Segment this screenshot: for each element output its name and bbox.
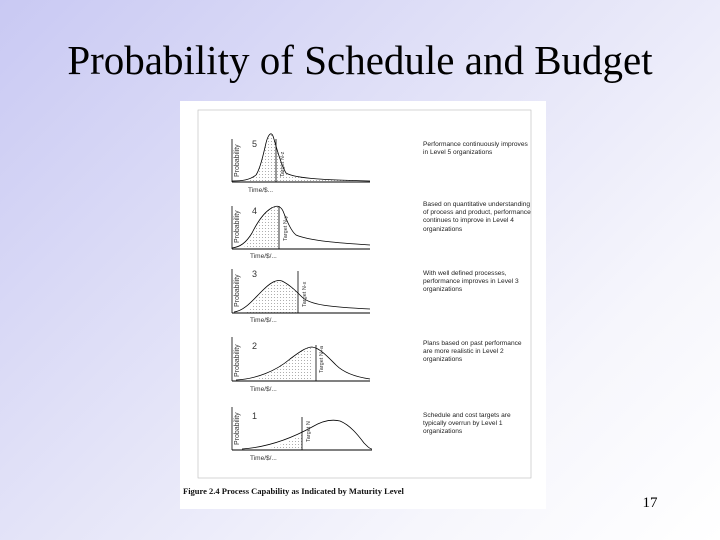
level-1-shaded-area — [264, 435, 302, 450]
level-4-shaded-area — [242, 205, 278, 249]
level-3-description: With well defined processes, performance improves in Level 3 organizations — [423, 270, 519, 294]
level-4-description: Based on quantitative understanding of process and product, performance continues to improve in Level 4 organizations — [423, 201, 531, 233]
figure-caption: Figure 2.4 Process Capability as Indicated by Maturity Level — [183, 486, 404, 496]
level-2-target-label: Target N+a — [319, 345, 325, 373]
maturity-figure — [180, 101, 546, 509]
level-3-y-label: Probability — [234, 274, 241, 307]
level-3-target-label: Target N-x — [302, 281, 308, 307]
page-number: 17 — [642, 495, 658, 511]
level-1-y-label: Probability — [234, 412, 241, 445]
level-2-y-label: Probability — [234, 344, 241, 377]
level-5-target-label: Target N-z — [280, 151, 286, 177]
level-3-number: 3 — [252, 269, 258, 279]
level-2-description: Plans based on past performance are more realistic in Level 2 organizations — [423, 340, 522, 364]
level-1-x-label: Time/$/... — [250, 455, 277, 462]
slide-title: Probability of Schedule and Budget — [67, 37, 653, 83]
level-2-number: 2 — [252, 341, 258, 351]
level-5-description: Performance continuously improves in Level 5 organizations — [423, 141, 528, 157]
level-5-y-label: Probability — [234, 144, 241, 177]
level-2-x-label: Time/$/... — [250, 386, 277, 393]
level-1-number: 1 — [252, 411, 258, 421]
level-1-target-label: Target N — [306, 421, 312, 442]
level-3-shaded-area — [246, 281, 298, 313]
level-5-x-label: Time/$... — [248, 187, 274, 194]
level-1-description: Schedule and cost targets are typically overrun by Level 1 organizations — [423, 412, 511, 436]
level-4-y-label: Probability — [234, 210, 241, 243]
level-3-x-label: Time/$/... — [250, 317, 277, 324]
level-4-x-label: Time/$/... — [250, 253, 277, 260]
level-4-target-label: Target N-y — [283, 215, 289, 241]
level-4-number: 4 — [252, 206, 258, 216]
level-2-shaded-area — [252, 347, 311, 381]
level-5-number: 5 — [252, 139, 258, 149]
maturity-curves-diagram — [180, 101, 546, 509]
